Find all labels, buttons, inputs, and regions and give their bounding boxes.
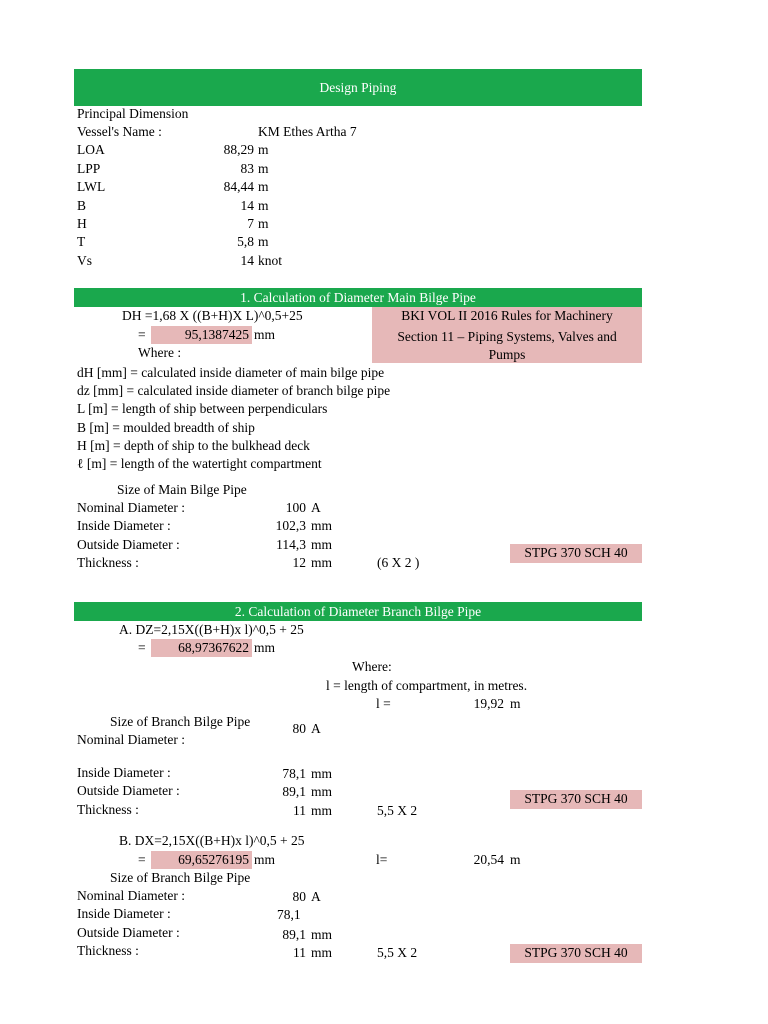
s2b-value-thickness: 11	[293, 945, 306, 960]
principal-label-b: B	[77, 198, 87, 213]
s1-thickness-note: (6 X 2 )	[377, 555, 420, 570]
s1-value-thickness: 12	[292, 555, 306, 570]
principal-unit-t: m	[258, 234, 269, 249]
principal-label-t: T	[77, 234, 86, 249]
s2a-l-unit: m	[510, 696, 521, 711]
s1-def-l: L [m] = length of ship between perpendiculars	[77, 401, 328, 416]
s2b-l-unit: m	[510, 852, 521, 867]
s2b-l-value: 20,54	[473, 852, 504, 867]
s2b-equals: =	[138, 852, 146, 867]
s1-unit-nominal: A	[311, 500, 321, 515]
s1-def-h: H [m] = depth of ship to the bulkhead deck	[77, 438, 310, 453]
s2b-result: 69,65276195	[178, 852, 249, 867]
s2b-formula: B. DX=2,15X((B+H)x l)^0,5 + 25	[119, 833, 305, 848]
s2a-label-outside: Outside Diameter :	[77, 783, 180, 798]
principal-value-h: 7	[247, 216, 254, 231]
s1-unit-inside: mm	[311, 518, 333, 533]
s2a-size-title: Size of Branch Bilge Pipe	[110, 714, 251, 729]
page-title: Design Piping	[319, 80, 397, 95]
s1-where: Where :	[138, 345, 182, 360]
s2a-formula: A. DZ=2,15X((B+H)x l)^0,5 + 25	[119, 622, 304, 637]
principal-unit-lwl: m	[258, 179, 269, 194]
s1-reference-line1: BKI VOL II 2016 Rules for Machinery	[401, 308, 613, 323]
section2-header	[74, 602, 642, 621]
section1-header	[74, 288, 642, 307]
s2b-l-label: l=	[376, 852, 388, 867]
s1-unit-thickness: mm	[311, 555, 333, 570]
s2a-thickness-note: 5,5 X 2	[377, 803, 418, 818]
principal-label-lwl: LWL	[77, 179, 106, 194]
principal-unit-h: m	[258, 216, 269, 231]
s2a-l-value: 19,92	[473, 696, 504, 711]
s1-def-dh: dH [mm] = calculated inside diameter of main bilge pipe	[77, 365, 385, 380]
s1-value-nominal: 100	[285, 500, 306, 515]
s2a-equals: =	[138, 640, 146, 655]
principal-unit-b: m	[258, 198, 269, 213]
s2a-value-outside: 89,1	[282, 784, 306, 799]
principal-value-t: 5,8	[237, 234, 254, 249]
s2a-where: Where:	[352, 659, 392, 674]
principal-unit-loa: m	[258, 142, 269, 157]
s2b-label-inside: Inside Diameter :	[77, 906, 171, 921]
s1-unit-outside: mm	[311, 537, 333, 552]
s2a-value-inside: 78,1	[282, 766, 306, 781]
s1-label-inside: Inside Diameter :	[77, 518, 171, 533]
s2b-value-outside: 89,1	[282, 927, 306, 942]
s2b-result-unit: mm	[254, 852, 276, 867]
s2a-value-thickness: 11	[293, 803, 306, 818]
principal-label-vs: Vs	[77, 253, 93, 268]
s2a-label-thickness: Thickness :	[77, 802, 139, 817]
header-bar	[74, 69, 642, 106]
principal-value-lpp: 83	[240, 161, 254, 176]
s2b-spec: STPG 370 SCH 40	[524, 945, 628, 960]
s2b-unit-thickness: mm	[311, 945, 333, 960]
s2a-label-nominal: Nominal Diameter :	[77, 732, 185, 747]
s1-reference-line2: Section 11 – Piping Systems, Valves and	[397, 329, 617, 344]
s1-def-dz: dz [mm] = calculated inside diameter of branch bilge pipe	[77, 383, 391, 398]
s2a-unit-nominal: A	[311, 721, 321, 736]
s1-value-inside: 102,3	[275, 518, 306, 533]
s1-label-outside: Outside Diameter :	[77, 537, 180, 552]
section2-title: 2. Calculation of Diameter Branch Bilge Pipe	[234, 604, 482, 619]
s1-result: 95,1387425	[184, 327, 249, 342]
principal-label-h: H	[77, 216, 87, 231]
principal-heading: Principal Dimension	[77, 106, 189, 121]
vessel-name-value: KM Ethes Artha 7	[258, 124, 357, 139]
s1-def-b: B [m] = moulded breadth of ship	[77, 420, 255, 435]
s2a-label-inside: Inside Diameter :	[77, 765, 171, 780]
principal-value-loa: 88,29	[223, 142, 254, 157]
s1-def-compartment: ℓ [m] = length of the watertight compartment	[77, 456, 322, 471]
s2b-value-inside: 78,1	[277, 907, 301, 922]
s2b-label-outside: Outside Diameter :	[77, 925, 180, 940]
principal-value-lwl: 84,44	[223, 179, 254, 194]
s1-formula: DH =1,68 X ((B+H)X L)^0,5+25	[122, 308, 303, 323]
s1-label-thickness: Thickness :	[77, 555, 139, 570]
s2b-label-nominal: Nominal Diameter :	[77, 888, 185, 903]
s1-label-nominal: Nominal Diameter :	[77, 500, 185, 515]
principal-value-b: 14	[240, 198, 254, 213]
principal-label-lpp: LPP	[77, 161, 101, 176]
s2b-size-title: Size of Branch Bilge Pipe	[110, 870, 251, 885]
s1-value-outside: 114,3	[276, 537, 306, 552]
principal-label-loa: LOA	[77, 142, 105, 157]
s1-reference-line3: Pumps	[488, 347, 526, 362]
s2a-unit-thickness: mm	[311, 803, 333, 818]
s2b-thickness-note: 5,5 X 2	[377, 945, 418, 960]
principal-value-vs: 14	[240, 253, 254, 268]
s2b-value-nominal: 80	[292, 889, 306, 904]
s2a-result-unit: mm	[254, 640, 276, 655]
s1-equals: =	[138, 327, 146, 342]
s2a-spec: STPG 370 SCH 40	[524, 791, 628, 806]
section1-title: 1. Calculation of Diameter Main Bilge Pipe	[240, 290, 476, 305]
s2a-result: 68,97367622	[178, 640, 249, 655]
s2a-value-nominal: 80	[292, 721, 306, 736]
principal-unit-vs: knot	[258, 253, 283, 268]
vessel-name-label: Vessel's Name :	[77, 124, 162, 139]
s1-spec: STPG 370 SCH 40	[524, 545, 628, 560]
s2b-unit-outside: mm	[311, 927, 333, 942]
s1-size-title: Size of Main Bilge Pipe	[117, 482, 247, 497]
s2a-unit-outside: mm	[311, 784, 333, 799]
s2b-unit-nominal: A	[311, 889, 321, 904]
s1-result-unit: mm	[254, 327, 276, 342]
s2b-label-thickness: Thickness :	[77, 943, 139, 958]
principal-unit-lpp: m	[258, 161, 269, 176]
s2a-unit-inside: mm	[311, 766, 333, 781]
s2a-where-def: l = length of compartment, in metres.	[326, 678, 528, 693]
s2a-l-label: l =	[376, 696, 391, 711]
